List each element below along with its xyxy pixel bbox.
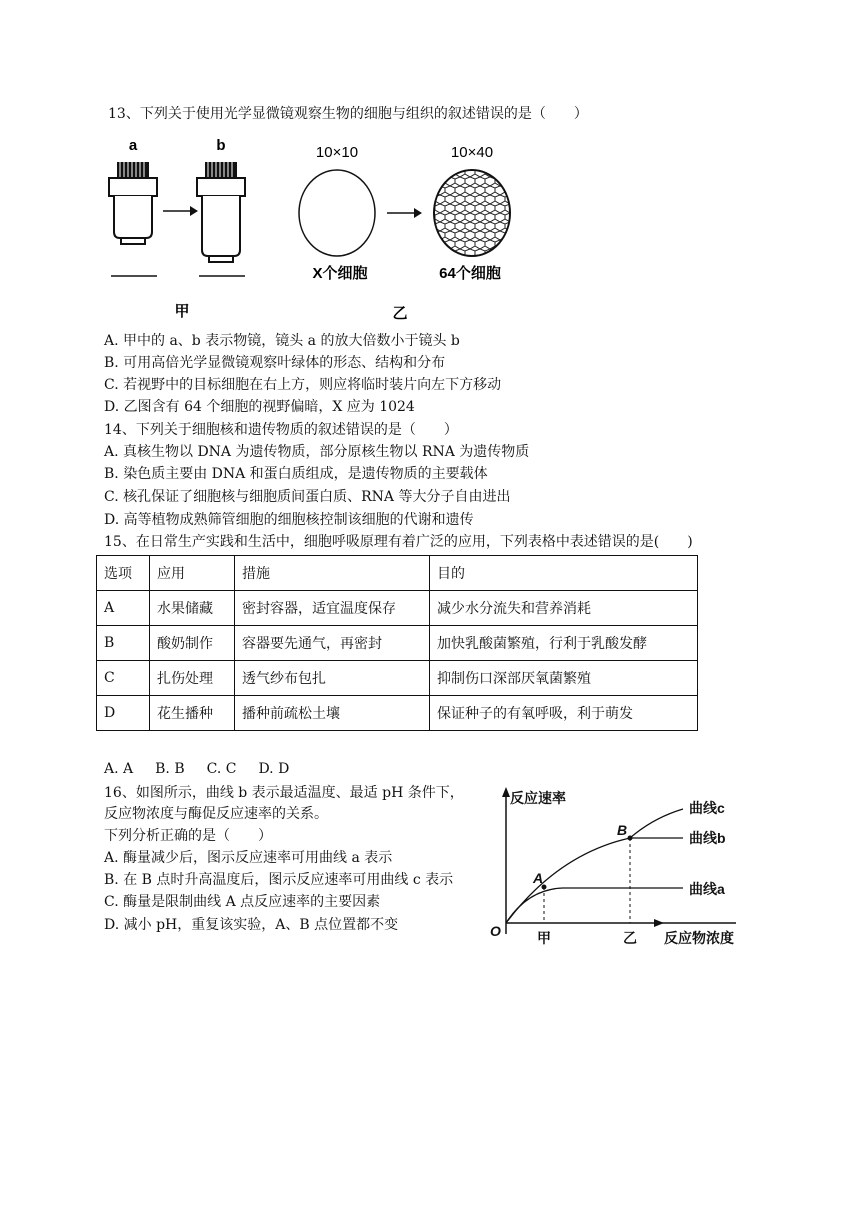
table-header-cell: 措施	[235, 556, 430, 591]
q16-stem-2: 反应物浓度与酶促反应速率的关系。	[104, 806, 328, 822]
objective-lens-b	[197, 162, 245, 262]
q16-option-a: A. 酶量减少后，图示反应速率可用曲线 a 表示	[104, 850, 393, 866]
lens-a-label: a	[128, 137, 138, 154]
objective-lens-a	[109, 162, 157, 244]
table-cell: C	[97, 661, 150, 696]
table-cell: 加快乳酸菌繁殖，行利于乳酸发酵	[430, 626, 698, 661]
table-header-cell: 应用	[150, 556, 235, 591]
table-cell: 花生播种	[150, 696, 235, 731]
fig-label-yi: 乙	[392, 305, 408, 322]
mag-1-label: 10×10	[315, 144, 359, 161]
q16-stem-1: 16、如图所示，曲线 b 表示最适温度、最适 pH 条件下，	[104, 785, 464, 801]
table-cell: 酸奶制作	[150, 626, 235, 661]
q15-answer-c: C. C	[206, 761, 237, 777]
q16-option-b: B. 在 B 点时升高温度后，图示反应速率可用曲线 c 表示	[104, 872, 454, 888]
table-cell: 保证种子的有氧呼吸，利于萌发	[430, 696, 698, 731]
table-cell: 播种前疏松土壤	[235, 696, 430, 731]
table-row	[97, 696, 698, 731]
field-of-view-high	[434, 170, 510, 256]
q15-table	[96, 555, 698, 731]
q16-stem-3: 下列分析正确的是（ ）	[104, 828, 272, 844]
cap-1-label: X个细胞	[312, 265, 368, 282]
table-cell: 扎伤处理	[150, 661, 235, 696]
x-axis-label: 反应物浓度	[664, 930, 734, 946]
table-cell: 容器要先通气，再密封	[235, 626, 430, 661]
table-row	[97, 591, 698, 626]
q15-stem: 15、在日常生产实践和生活中，细胞呼吸原理有着广泛的应用，下列表格中表述错误的是( )	[104, 534, 693, 550]
table-row	[97, 661, 698, 696]
table-cell: 抑制伤口深部厌氧菌繁殖	[430, 661, 698, 696]
point-b-label: B	[617, 822, 628, 838]
q16-option-c: C. 酶量是限制曲线 A 点反应速率的主要因素	[104, 894, 381, 910]
q14-option-b: B. 染色质主要由 DNA 和蛋白质组成，是遗传物质的主要载体	[104, 466, 488, 482]
cap-2-label: 64个细胞	[439, 265, 501, 282]
table-cell: 透气纱布包扎	[235, 661, 430, 696]
q13-figure	[100, 132, 540, 322]
table-cell: 水果储藏	[150, 591, 235, 626]
q13-option-a: A. 甲中的 a、b 表示物镜，镜头 a 的放大倍数小于镜头 b	[104, 333, 460, 349]
q16-option-d: D. 减小 pH，重复该实验，A、B 点位置都不变	[104, 917, 399, 933]
table-cell: B	[97, 626, 150, 661]
table-cell: D	[97, 696, 150, 731]
fig-label-jia: 甲	[174, 303, 190, 320]
q14-option-a: A. 真核生物以 DNA 为遗传物质，部分原核生物以 RNA 为遗传物质	[104, 444, 530, 460]
table-row	[97, 626, 698, 661]
q14-option-c: C. 核孔保证了细胞核与细胞质间蛋白质、RNA 等大分子自由进出	[104, 489, 511, 505]
q15-answer-b: B. B	[155, 761, 185, 777]
curve-b-label: 曲线b	[689, 830, 726, 846]
q13-stem: 13、下列关于使用光学显微镜观察生物的细胞与组织的叙述错误的是（ ）	[108, 106, 588, 122]
y-axis-label: 反应速率	[510, 790, 566, 806]
tick-jia: 甲	[537, 930, 551, 946]
table-cell: 密封容器，适宜温度保存	[235, 591, 430, 626]
mag-2-label: 10×40	[450, 144, 494, 161]
table-header-cell: 目的	[430, 556, 698, 591]
q15-answers	[104, 759, 311, 779]
q16-graph	[488, 784, 750, 950]
table-cell: 减少水分流失和营养消耗	[430, 591, 698, 626]
lens-b-label: b	[216, 137, 226, 154]
q14-stem: 14、下列关于细胞核和遗传物质的叙述错误的是（ ）	[104, 422, 458, 438]
tick-yi: 乙	[623, 930, 637, 946]
field-of-view-low	[299, 170, 375, 256]
origin-label: O	[490, 923, 501, 939]
table-header-cell: 选项	[97, 556, 150, 591]
point-a-label: A	[533, 870, 544, 886]
q14-option-d: D. 高等植物成熟筛管细胞的细胞核控制该细胞的代谢和遗传	[104, 512, 474, 528]
curve-a-label: 曲线a	[689, 881, 725, 897]
q15-answer-d: D. D	[258, 761, 290, 777]
table-header-row	[97, 556, 698, 591]
curve-c-line	[630, 809, 683, 838]
curve-c-label: 曲线c	[689, 800, 725, 816]
q15-answer-a: A. A	[104, 761, 134, 777]
q13-option-d: D. 乙图含有 64 个细胞的视野偏暗，X 应为 1024	[104, 399, 415, 415]
q13-option-b: B. 可用高倍光学显微镜观察叶绿体的形态、结构和分布	[104, 355, 446, 371]
table-cell: A	[97, 591, 150, 626]
q13-option-c: C. 若视野中的目标细胞在右上方，则应将临时装片向左下方移动	[104, 377, 502, 393]
point-b-marker	[628, 836, 633, 841]
